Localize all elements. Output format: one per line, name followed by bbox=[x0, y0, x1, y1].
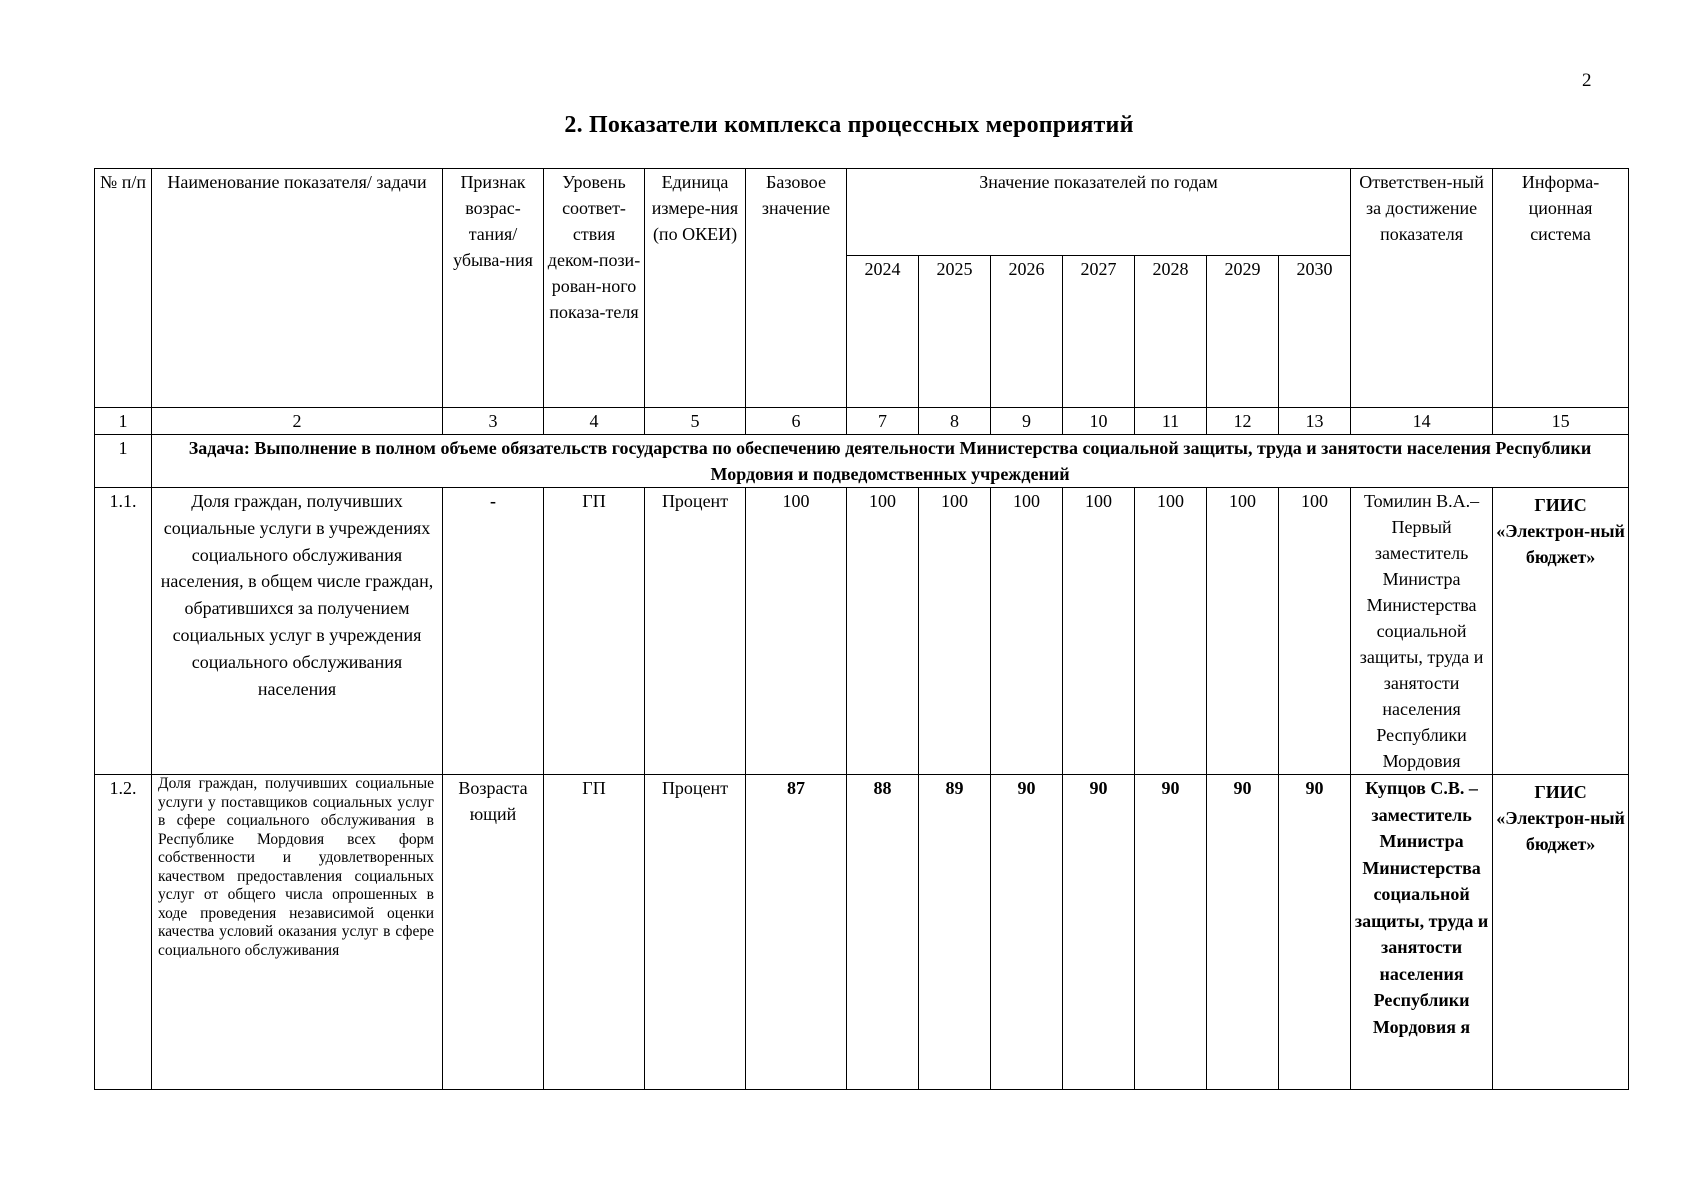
value-2030: 100 bbox=[1279, 488, 1351, 775]
value-2024: 88 bbox=[847, 775, 919, 1090]
colnum-7: 7 bbox=[847, 408, 919, 435]
colnum-12: 12 bbox=[1207, 408, 1279, 435]
indicator-name: Доля граждан, получивших социальные услуги у поставщиков социальных услуг в сфере социального обслуживания в Республике Мордовия всех форм собственности и удовлетворенных качеством предоставления социальных услуг от общего числа опрошенных в ходе проведения независимой оценки качества условий оказания услуг в сфере социального обслуживания bbox=[152, 775, 443, 1090]
responsible: Купцов С.В. – заместитель Министра Министерства социальной защиты, труда и занятости населения Республики Мордовия я bbox=[1351, 775, 1493, 1090]
colnum-9: 9 bbox=[991, 408, 1063, 435]
column-numbers-row bbox=[95, 408, 1629, 435]
table-row bbox=[95, 488, 1629, 775]
colnum-5: 5 bbox=[645, 408, 746, 435]
indicator-sign: - bbox=[443, 488, 544, 775]
task-text: Задача: Выполнение в полном объеме обязательств государства по обеспечению деятельности Министерства социальной защиты, труда и занятости населения Республики Мордовия и подведомственных учреждений bbox=[152, 435, 1629, 488]
year-2030: 2030 bbox=[1279, 256, 1351, 408]
indicator-base: 87 bbox=[746, 775, 847, 1090]
header-row bbox=[95, 169, 1629, 256]
year-2024: 2024 bbox=[847, 256, 919, 408]
header-sign: Признак возрас-тания/ убыва-ния bbox=[443, 169, 544, 408]
colnum-13: 13 bbox=[1279, 408, 1351, 435]
info-system: ГИИС «Электрон-ный бюджет» bbox=[1493, 488, 1629, 775]
task-row bbox=[95, 435, 1629, 488]
colnum-4: 4 bbox=[544, 408, 645, 435]
indicator-unit: Процент bbox=[645, 488, 746, 775]
value-2025: 89 bbox=[919, 775, 991, 1090]
page-number: 2 bbox=[1582, 70, 1592, 91]
year-2029: 2029 bbox=[1207, 256, 1279, 408]
value-2024: 100 bbox=[847, 488, 919, 775]
value-2030: 90 bbox=[1279, 775, 1351, 1090]
value-2026: 100 bbox=[991, 488, 1063, 775]
task-num: 1 bbox=[95, 435, 152, 488]
indicator-name: Доля граждан, получивших социальные услуги в учреждениях социального обслуживания населения, в общем числе граждан, обратившихся за получением социальных услуг в учреждения социального обслуживания населения bbox=[152, 488, 443, 775]
indicator-unit: Процент bbox=[645, 775, 746, 1090]
colnum-11: 11 bbox=[1135, 408, 1207, 435]
value-2027: 100 bbox=[1063, 488, 1135, 775]
colnum-3: 3 bbox=[443, 408, 544, 435]
colnum-2: 2 bbox=[152, 408, 443, 435]
page-title: 2. Показатели комплекса процессных мероприятий bbox=[564, 112, 1134, 138]
header-info: Информа-ционная система bbox=[1493, 169, 1629, 408]
header-name: Наименование показателя/ задачи bbox=[152, 169, 443, 408]
header-num: № п/п bbox=[95, 169, 152, 408]
header-level: Уровень соответ-ствия деком-пози-рован-ного показа-теля bbox=[544, 169, 645, 408]
value-2028: 100 bbox=[1135, 488, 1207, 775]
indicator-level: ГП bbox=[544, 775, 645, 1090]
value-2025: 100 bbox=[919, 488, 991, 775]
header-base: Базовое значение bbox=[746, 169, 847, 408]
indicators-table bbox=[94, 168, 1629, 1090]
row-num: 1.2. bbox=[95, 775, 152, 1090]
responsible: Томилин В.А.– Первый заместитель Министра Министерства социальной защиты, труда и занятости населения Республики Мордовия bbox=[1351, 488, 1493, 775]
value-2028: 90 bbox=[1135, 775, 1207, 1090]
colnum-14: 14 bbox=[1351, 408, 1493, 435]
table-row bbox=[95, 775, 1629, 1090]
colnum-8: 8 bbox=[919, 408, 991, 435]
year-2028: 2028 bbox=[1135, 256, 1207, 408]
value-2026: 90 bbox=[991, 775, 1063, 1090]
colnum-10: 10 bbox=[1063, 408, 1135, 435]
colnum-1: 1 bbox=[95, 408, 152, 435]
value-2029: 90 bbox=[1207, 775, 1279, 1090]
row-num: 1.1. bbox=[95, 488, 152, 775]
colnum-6: 6 bbox=[746, 408, 847, 435]
header-resp: Ответствен-ный за достижение показателя bbox=[1351, 169, 1493, 408]
indicator-level: ГП bbox=[544, 488, 645, 775]
colnum-15: 15 bbox=[1493, 408, 1629, 435]
year-2027: 2027 bbox=[1063, 256, 1135, 408]
info-system: ГИИС «Электрон-ный бюджет» bbox=[1493, 775, 1629, 1090]
year-2025: 2025 bbox=[919, 256, 991, 408]
indicator-base: 100 bbox=[746, 488, 847, 775]
indicator-sign: Возраста ющий bbox=[443, 775, 544, 1090]
year-2026: 2026 bbox=[991, 256, 1063, 408]
header-years-group: Значение показателей по годам bbox=[847, 169, 1351, 256]
value-2027: 90 bbox=[1063, 775, 1135, 1090]
value-2029: 100 bbox=[1207, 488, 1279, 775]
header-unit: Единица измере-ния (по ОКЕИ) bbox=[645, 169, 746, 408]
